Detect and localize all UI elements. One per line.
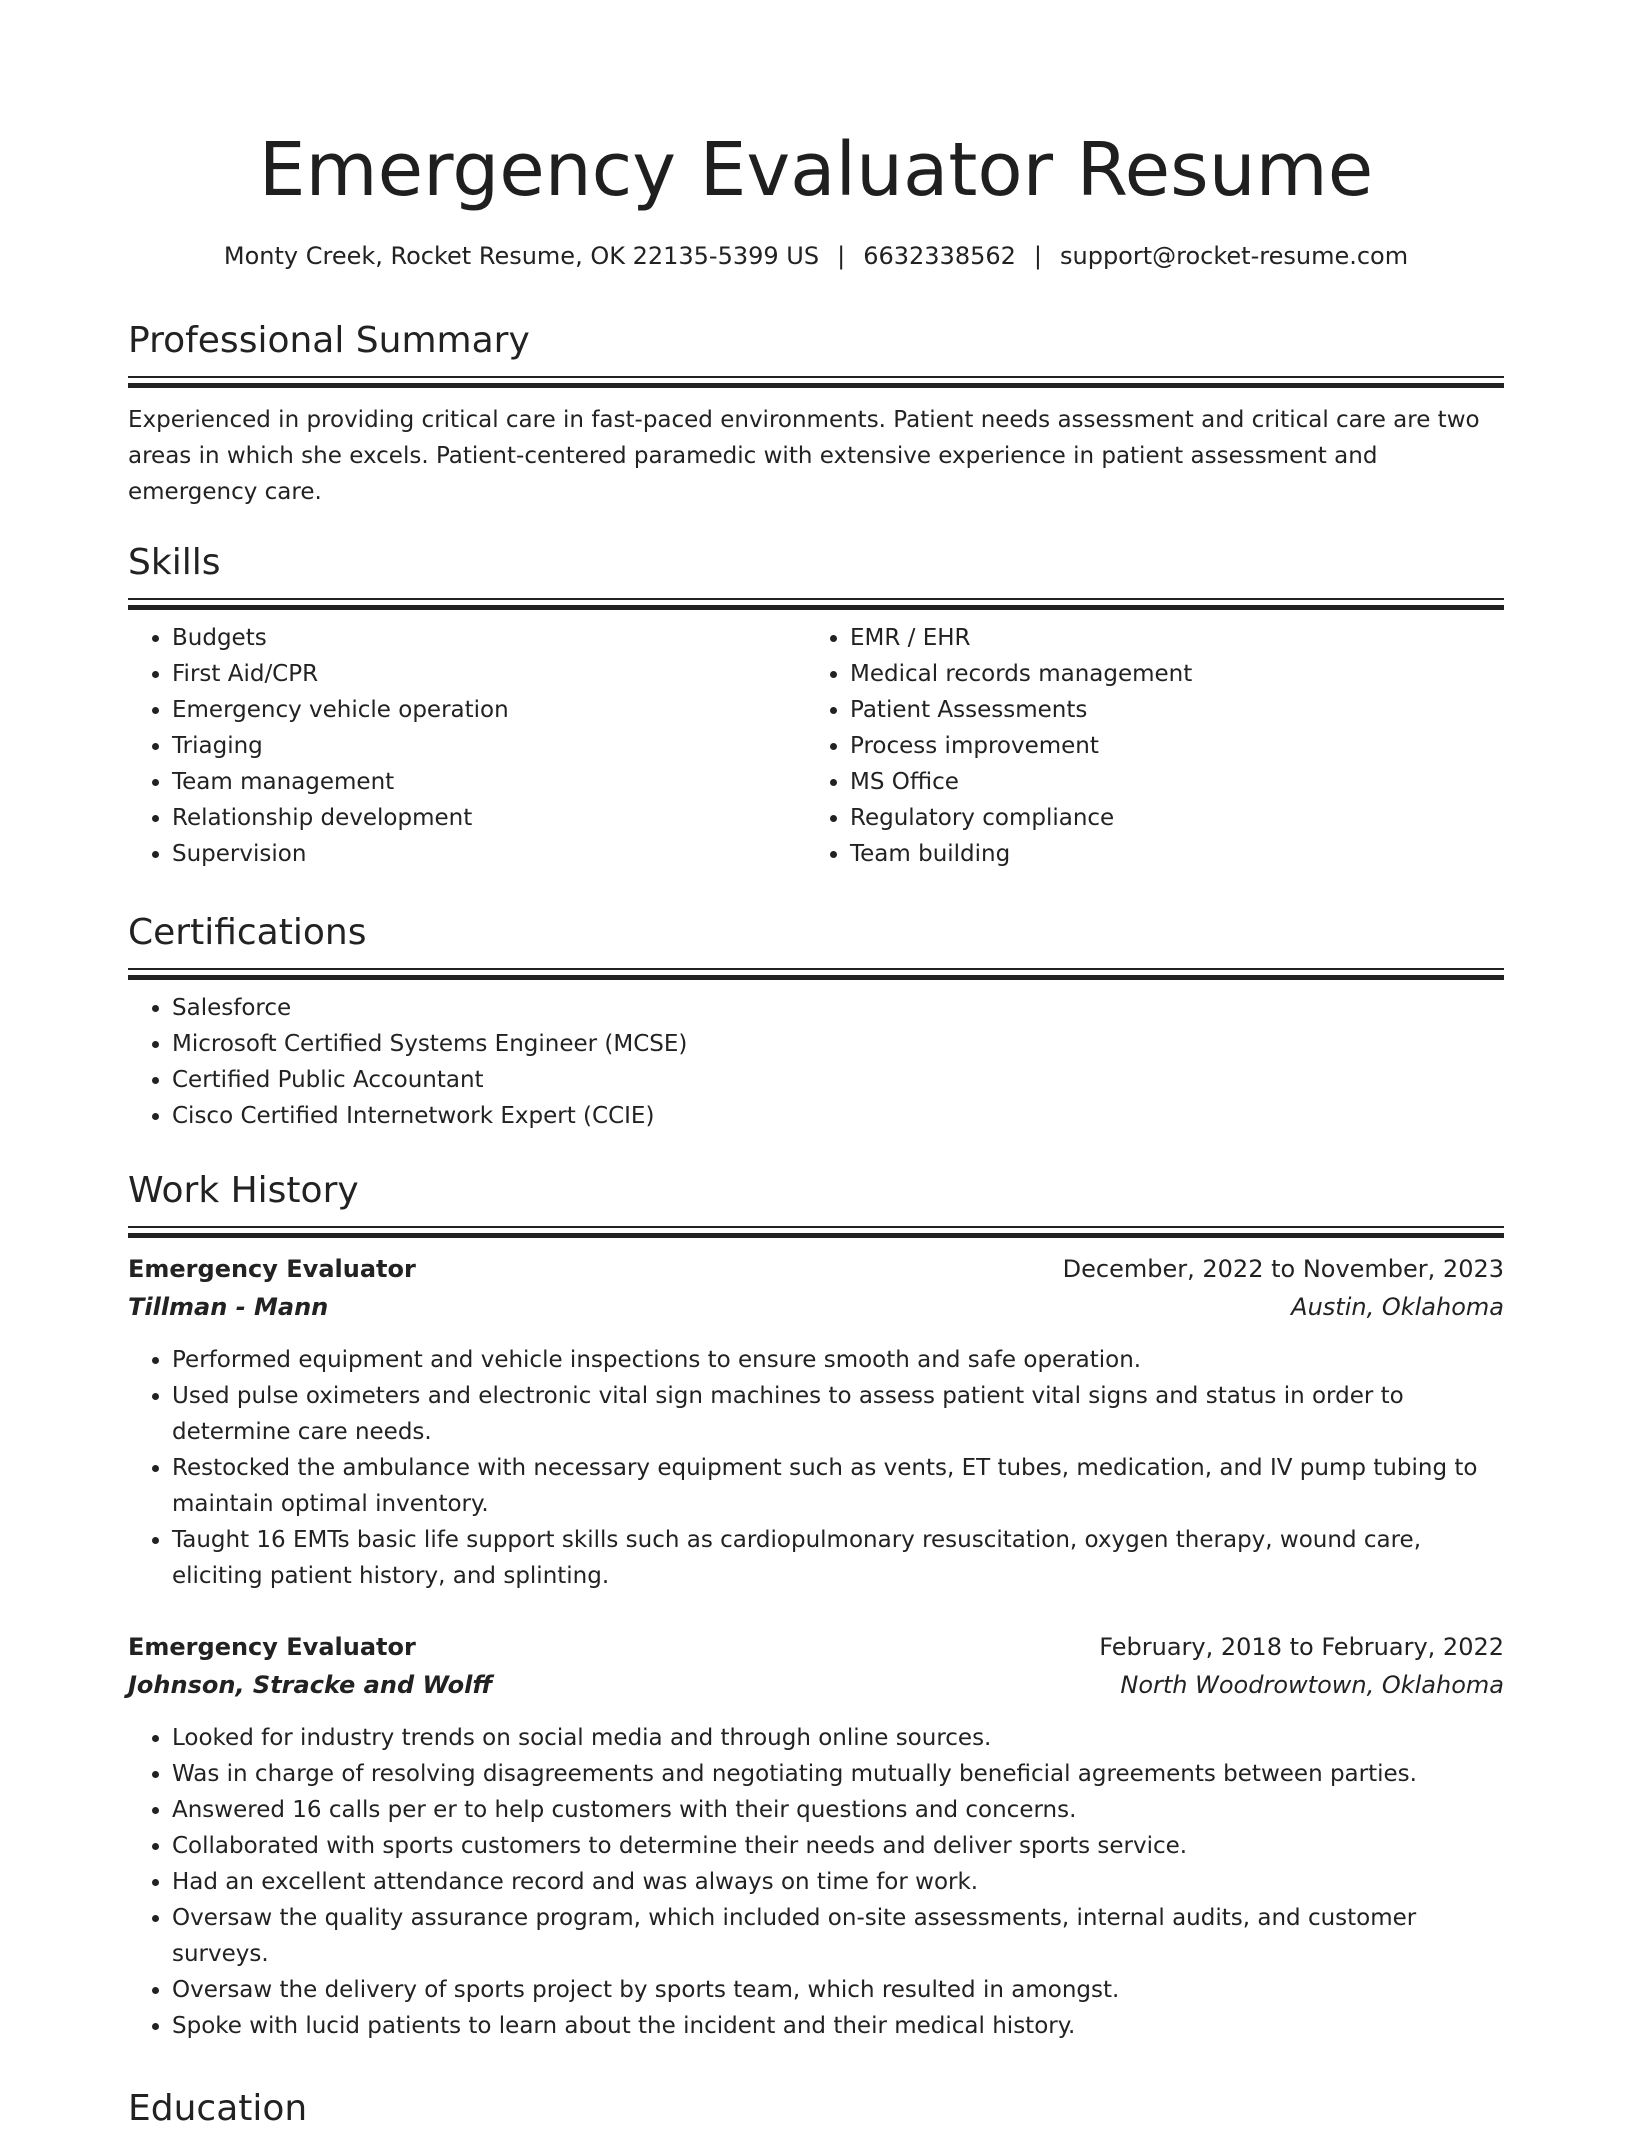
job-header-row: [128, 1250, 1504, 1288]
job-duties-list: [128, 1720, 1504, 2044]
resume-title: Emergency Evaluator Resume: [258, 127, 1374, 213]
job-duty-item: • Performed equipment and vehicle inspections to ensure smooth and safe operation.: [172, 1342, 1504, 1378]
job-duty-item: • Oversaw the quality assurance program, which included on-site assessments, internal audits, and customer surveys.: [172, 1900, 1504, 1972]
job-company-row: [128, 1666, 1504, 1704]
skills-heading: Skills: [128, 542, 221, 583]
job-duty-item: • Was in charge of resolving disagreements and negotiating mutually beneficial agreements between parties.: [172, 1756, 1504, 1792]
skill-item: • First Aid/CPR: [172, 656, 806, 692]
contact-address: Monty Creek, Rocket Resume, OK 22135-5399 US: [223, 242, 820, 270]
job-duty-item: • Taught 16 EMTs basic life support skills such as cardiopulmonary resuscitation, oxygen therapy, wound care, eliciting patient history, and splinting.: [172, 1522, 1504, 1594]
summary-text: Experienced in providing critical care in fast-paced environments. Patient needs assessment and critical care are two areas in which she excels. Patient-centered paramedic with extensive experience in patient assessment and emergency care.: [128, 407, 1480, 505]
skill-item: • Triaging: [172, 728, 806, 764]
job-location: Austin, Oklahoma: [1291, 1293, 1504, 1321]
job-duty-item: • Restocked the ambulance with necessary equipment such as vents, ET tubes, medication, and IV pump tubing to maintain optimal inventory.: [172, 1450, 1504, 1522]
job-entry: [128, 1628, 1504, 2044]
skill-item: • Regulatory compliance: [850, 800, 1484, 836]
work-history-heading: Work History: [128, 1170, 359, 1211]
section-divider: [128, 376, 1504, 388]
education-section: [128, 2086, 1504, 2132]
skill-item: • Budgets: [172, 620, 806, 656]
work-history-section: [128, 1168, 1504, 2044]
contact-separator: |: [1033, 242, 1042, 270]
job-header-row: [128, 1628, 1504, 1666]
job-duty-item: • Collaborated with sports customers to determine their needs and deliver sports service.: [172, 1828, 1504, 1864]
job-entry: [128, 1250, 1504, 1594]
skill-item: • Team building: [850, 836, 1484, 872]
certifications-heading: Certifications: [128, 912, 367, 953]
certifications-list: [128, 990, 1504, 1134]
section-divider: [128, 1226, 1504, 1238]
certification-item: • Certified Public Accountant: [172, 1062, 1504, 1098]
skill-item: • Emergency vehicle operation: [172, 692, 806, 728]
skill-item: • Supervision: [172, 836, 806, 872]
skills-section: [128, 540, 1504, 872]
skill-item: • Process improvement: [850, 728, 1484, 764]
skills-list-left: [128, 620, 806, 872]
certification-item: • Salesforce: [172, 990, 1504, 1026]
job-duty-item: • Answered 16 calls per er to help customers with their questions and concerns.: [172, 1792, 1504, 1828]
certifications-section: [128, 910, 1504, 1134]
section-divider: [128, 598, 1504, 610]
job-duty-item: • Used pulse oximeters and electronic vital sign machines to assess patient vital signs and status in order to determine care needs.: [172, 1378, 1504, 1450]
contact-separator: |: [837, 242, 846, 270]
skill-item: • MS Office: [850, 764, 1484, 800]
job-duty-item: • Spoke with lucid patients to learn about the incident and their medical history.: [172, 2008, 1504, 2044]
job-company-row: [128, 1288, 1504, 1326]
contact-phone: 6632338562: [863, 242, 1016, 270]
skills-grid: [128, 610, 1504, 872]
contact-email: support@rocket-resume.com: [1060, 242, 1409, 270]
education-heading: Education: [128, 2088, 308, 2129]
skill-item: • Medical records management: [850, 656, 1484, 692]
job-duty-item: • Oversaw the delivery of sports project by sports team, which resulted in amongst.: [172, 1972, 1504, 2008]
skills-list-right: [806, 620, 1484, 872]
job-dates: December, 2022 to November, 2023: [1062, 1255, 1504, 1283]
summary-heading: Professional Summary: [128, 320, 530, 361]
job-dates: February, 2018 to February, 2022: [1099, 1633, 1504, 1661]
certification-item: • Cisco Certified Internetwork Expert (CCIE): [172, 1098, 1504, 1134]
section-divider: [128, 968, 1504, 980]
job-duty-item: • Had an excellent attendance record and was always on time for work.: [172, 1864, 1504, 1900]
certification-item: • Microsoft Certified Systems Engineer (MCSE): [172, 1026, 1504, 1062]
job-duty-item: • Looked for industry trends on social media and through online sources.: [172, 1720, 1504, 1756]
skill-item: • Patient Assessments: [850, 692, 1484, 728]
contact-line: [128, 238, 1504, 274]
job-title: Emergency Evaluator: [128, 1255, 416, 1283]
skill-item: • EMR / EHR: [850, 620, 1484, 656]
job-location: North Woodrowtown, Oklahoma: [1120, 1671, 1504, 1699]
job-duties-list: [128, 1342, 1504, 1594]
job-title: Emergency Evaluator: [128, 1633, 416, 1661]
job-company: Johnson, Stracke and Wolff: [128, 1671, 493, 1699]
skill-item: • Relationship development: [172, 800, 806, 836]
job-company: Tillman - Mann: [128, 1293, 329, 1321]
skill-item: • Team management: [172, 764, 806, 800]
summary-section: [128, 318, 1504, 510]
